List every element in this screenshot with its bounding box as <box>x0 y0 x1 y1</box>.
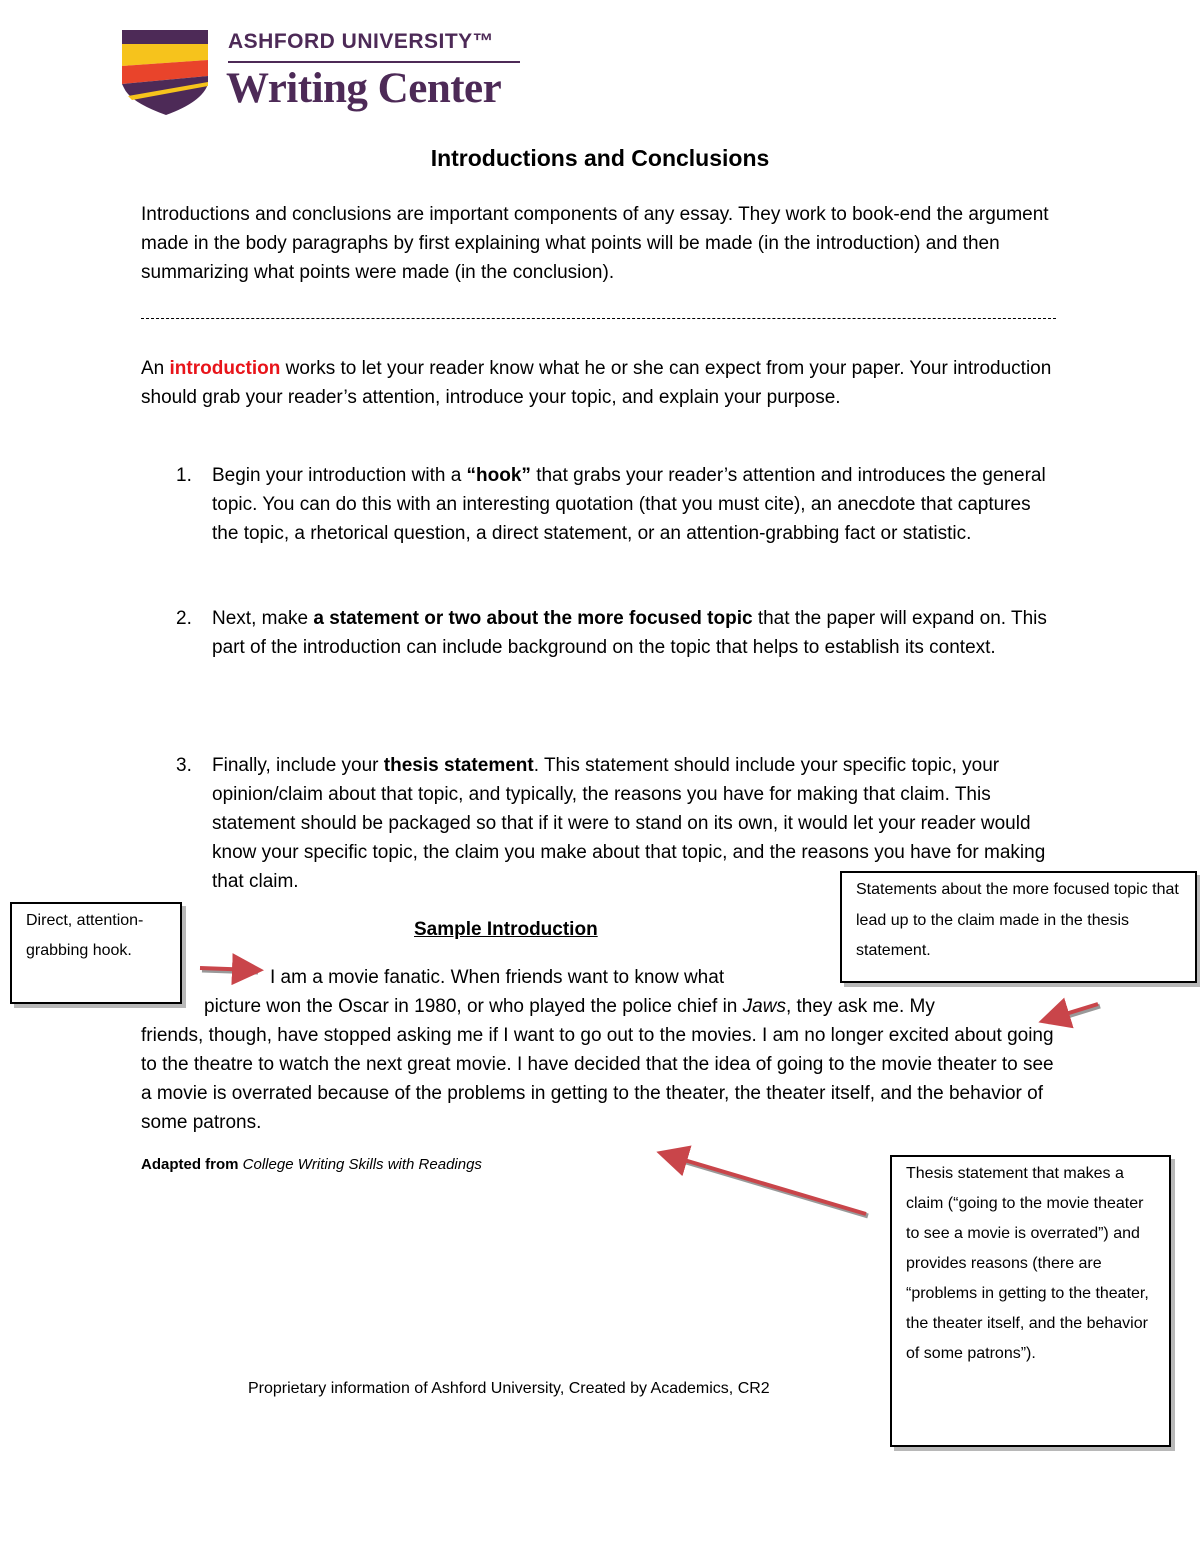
step-text: Begin your introduction with a <box>212 465 467 486</box>
logo-divider <box>228 61 520 63</box>
sample-italic: Jaws <box>742 996 786 1017</box>
step-item <box>212 604 1062 662</box>
page-title: Introductions and Conclusions <box>430 145 770 171</box>
arrow-to-hook <box>200 968 258 972</box>
definition-rest: works to let your reader know what he or she can expect from your paper. Your introduction should grab your reader’s attention, introduce your topic, and explain your purpose. <box>141 358 1052 408</box>
logo-university-name: ASHFORD UNIVERSITY™ <box>228 30 495 53</box>
adapted-from <box>141 1156 482 1173</box>
introduction-keyword: introduction <box>169 358 281 379</box>
step-number: 2. <box>176 608 192 629</box>
arrow-to-thesis <box>664 1154 868 1216</box>
logo-writing-center: Writing Center <box>226 65 502 112</box>
ashford-shield-logo <box>122 26 210 116</box>
callout-thesis: Thesis statement that makes a claim (“going to the movie theater to see a movie is overrated”) and provides reasons (there are “problems in getting to the theater, the theater itself, and the behavior of some patrons”). <box>890 1155 1171 1447</box>
step-text: that grabs your reader’s attention and introduces the general topic. You can do this with an interesting quotation (that you must cite), an anecdote that captures the topic, a rhetorical question, a direct statement, or an attention-grabbing fact or statistic. <box>212 465 1046 544</box>
step-number: 3. <box>176 755 192 776</box>
step-bold: thesis statement <box>383 755 534 776</box>
callout-hook: Direct, attention-grabbing hook. <box>10 902 182 1004</box>
sample-paragraph: friends, though, have stopped asking me if I want to go out to the movies. I am no longer excited about going to the theatre to watch the next great movie. I have decided that the idea of going to the movie theater to see a movie is overrated because of the problems in getting to the theater, the theater itself, and the behavior of some patrons. <box>141 1025 1054 1133</box>
callout-focused-topic: Statements about the more focused topic that lead up to the claim made in the thesis statement. <box>840 871 1197 983</box>
step-number: 1. <box>176 465 192 486</box>
sample-line-1: I am a movie fanatic. When friends want to know what <box>270 967 725 988</box>
step-bold: a statement or two about the more focused topic <box>313 608 753 629</box>
step-text: that the paper will expand on. This part of the introduction can include background on the topic that helps to establish its context. <box>212 608 1047 658</box>
adapted-source: College Writing Skills with Readings <box>242 1156 482 1173</box>
footer-text: Proprietary information of Ashford University, Created by Academics, CR2 <box>248 1380 770 1397</box>
sample-heading: Sample Introduction <box>414 919 598 940</box>
sample-text: , they ask me. My <box>785 996 935 1017</box>
introduction-definition <box>141 354 1061 412</box>
sample-line-2 <box>204 992 935 1021</box>
dashed-divider <box>141 318 1056 319</box>
definition-prefix: An <box>141 358 170 379</box>
arrow-to-focused <box>1046 1004 1100 1022</box>
step-item <box>212 461 1062 548</box>
step-text: . This statement should include your specific topic, your opinion/claim about that topic, and typically, the reasons you have for making that claim. This statement should be packaged so that if it were to stand on its own, it would let your reader would know your specific topic, the claim you make about that topic, and the reasons you have for making that claim. <box>212 755 1046 892</box>
sample-text: picture won the Oscar in 1980, or who played the police chief in <box>204 996 743 1017</box>
step-text: Next, make <box>212 608 314 629</box>
step-text: Finally, include your <box>212 755 384 776</box>
adapted-prefix: Adapted from <box>141 1156 243 1173</box>
step-bold: “hook” <box>466 465 531 486</box>
intro-paragraph: Introductions and conclusions are important components of any essay. They work to book-end the argument made in the body paragraphs by first explaining what points will be made (in the introduction) and then summarizing what points were made (in the conclusion). <box>141 204 1049 283</box>
